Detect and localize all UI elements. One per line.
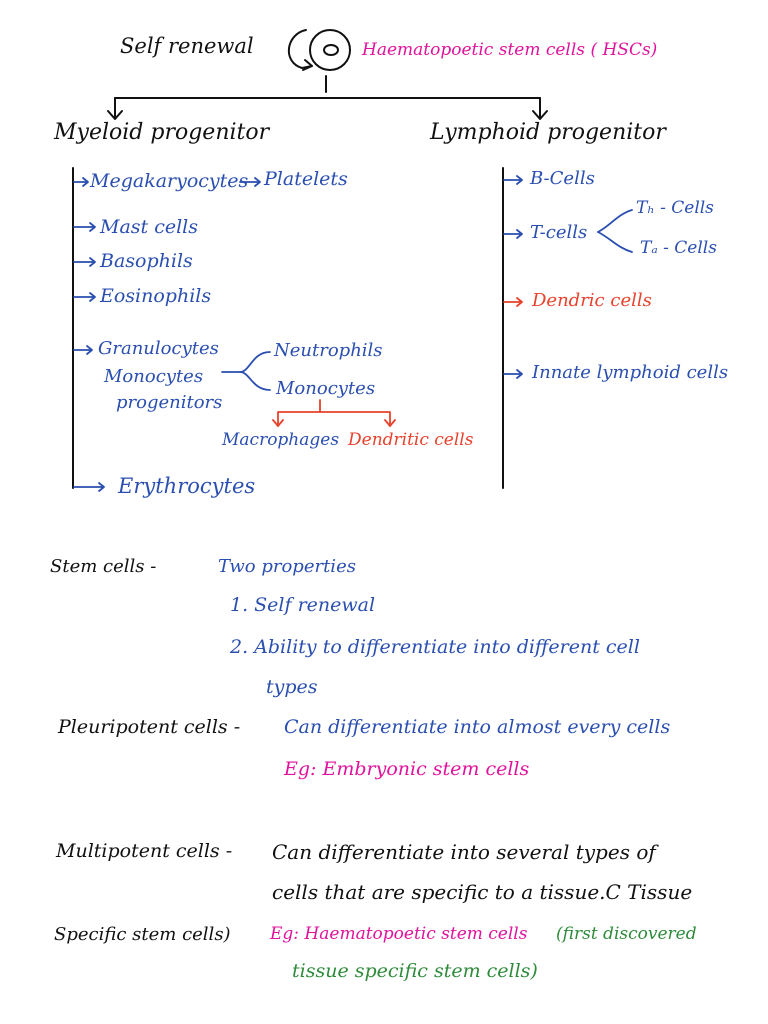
stem-cells-heading: Stem cells - (50, 556, 157, 577)
myeloid-progenitor-label: Myeloid progenitor (54, 120, 270, 145)
two-properties-label: Two properties (218, 556, 356, 577)
eosinophils-label: Eosinophils (100, 285, 212, 307)
erythrocytes-label: Erythrocytes (118, 474, 256, 498)
mast-cells-label: Mast cells (100, 216, 198, 238)
property-1: 1. Self renewal (230, 594, 376, 616)
dendric-cells-label: Dendric cells (532, 290, 652, 311)
dendritic-cells-label: Dendritic cells (348, 430, 474, 450)
hsc-example: Eg: Haematopoetic stem cells (270, 924, 528, 944)
lymphoid-arrows (504, 176, 632, 378)
monocytes-progenitor-label-line2: progenitors (116, 392, 223, 413)
hsc-cell-outer (310, 30, 350, 70)
first-discovered-note-1: (first discovered (556, 924, 697, 944)
pluripotent-definition: Can differentiate into almost every cells (284, 716, 671, 738)
multipotent-heading: Multipotent cells - (56, 840, 233, 862)
lymphoid-progenitor-label: Lymphoid progenitor (430, 120, 666, 145)
basophils-label: Basophils (100, 250, 193, 272)
tc-cells-label: Tₐ - Cells (640, 238, 717, 258)
platelets-label: Platelets (264, 168, 348, 190)
monocytes-progenitor-label-line1: Monocytes (104, 366, 204, 387)
pluripotent-heading: Pleuripotent cells - (58, 716, 241, 738)
specific-stem-cells-label: Specific stem cells) (54, 924, 231, 945)
dendric-arrow (504, 298, 522, 306)
th-cells-label: Tₕ - Cells (636, 198, 714, 218)
self-renewal-label: Self renewal (120, 34, 254, 58)
neutrophils-label: Neutrophils (274, 340, 383, 361)
granulocytes-label: Granulocytes (98, 338, 219, 359)
monocytes-label: Monocytes (276, 378, 376, 399)
self-renewal-arrowhead (303, 60, 312, 70)
hsc-label: Haematopoetic stem cells ( HSCs) (362, 40, 658, 60)
property-2-cont: types (266, 676, 318, 698)
t-cells-label: T-cells (530, 222, 588, 243)
innate-lymphoid-cells-label: Innate lymphoid cells (532, 362, 729, 383)
pluripotent-example: Eg: Embryonic stem cells (284, 758, 530, 780)
hsc-cell-nucleus (324, 45, 338, 55)
multipotent-definition-1: Can differentiate into several types of (272, 840, 656, 864)
multipotent-definition-2: cells that are specific to a tissue.C Tissue (272, 880, 693, 904)
macrophages-label: Macrophages (222, 430, 340, 450)
b-cells-label: B-Cells (530, 168, 595, 189)
property-2: 2. Ability to differentiate into different cell (230, 636, 640, 658)
first-discovered-note-2: tissue specific stem cells) (292, 960, 538, 982)
megakaryocytes-label: Megakaryocytes (90, 170, 249, 192)
